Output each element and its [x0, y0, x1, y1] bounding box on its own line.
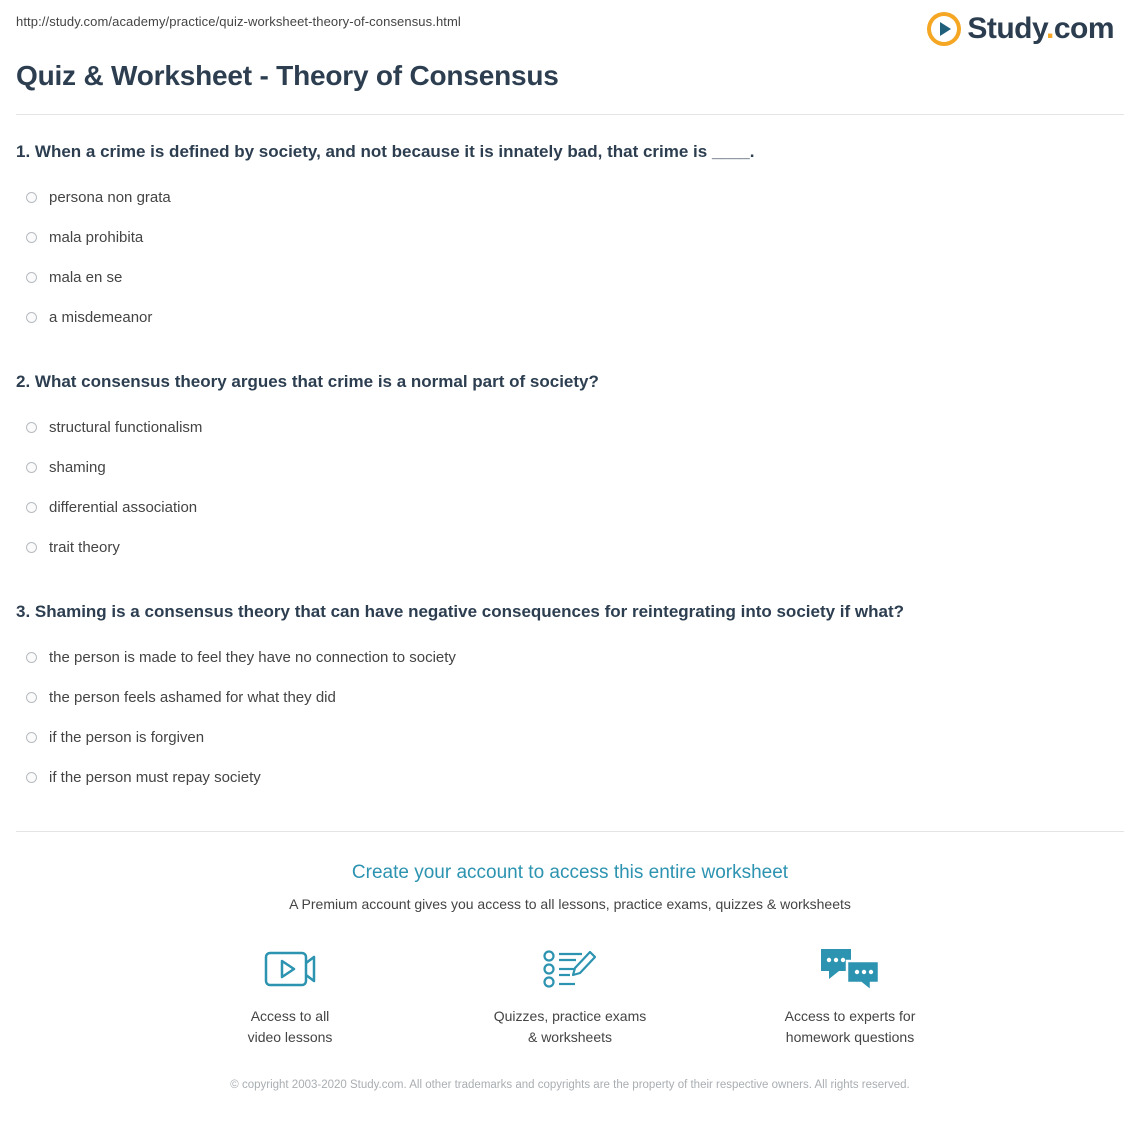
play-circle-icon [927, 12, 961, 46]
questions-list [16, 115, 1124, 797]
choice-label: if the person is forgiven [49, 728, 205, 746]
choice-option[interactable] [16, 637, 1124, 677]
video-play-icon [205, 942, 375, 996]
radio-button-icon[interactable] [26, 422, 37, 433]
radio-button-icon[interactable] [26, 542, 37, 553]
feature-label-line1: Quizzes, practice exams [493, 1008, 647, 1025]
choice-option[interactable] [16, 447, 1124, 487]
radio-button-icon[interactable] [26, 232, 37, 243]
feature-list [16, 942, 1124, 1047]
promo-subtitle: A Premium account gives you access to all lessons, practice exams, quizzes & worksheets [289, 896, 851, 913]
feature-label-line2: & worksheets [527, 1028, 613, 1045]
copyright-text: © copyright 2003-2020 Study.com. All other trademarks and copyrights are the property of their respective owners. All rights reserved. [230, 1078, 910, 1091]
feature-label [485, 1006, 655, 1047]
feature-item [765, 942, 935, 1047]
feature-label-line2: video lessons [247, 1028, 333, 1045]
choice-option[interactable] [16, 257, 1124, 297]
choice-option[interactable] [16, 177, 1124, 217]
radio-button-icon[interactable] [26, 192, 37, 203]
choice-option[interactable] [16, 757, 1124, 797]
study-com-logo [927, 12, 1124, 46]
promo-section [16, 832, 1124, 1094]
choice-label: shaming [49, 458, 106, 476]
question-block [16, 141, 1124, 337]
choice-label: structural functionalism [49, 418, 203, 436]
chat-bubbles-icon [765, 942, 935, 996]
choice-list [16, 407, 1124, 567]
choice-list [16, 177, 1124, 337]
page-title: Quiz & Worksheet - Theory of Consensus [16, 60, 559, 91]
choice-label: the person is made to feel they have no connection to society [49, 648, 456, 666]
feature-label [205, 1006, 375, 1047]
choice-option[interactable] [16, 217, 1124, 257]
choice-option[interactable] [16, 407, 1124, 447]
choice-option[interactable] [16, 527, 1124, 567]
radio-button-icon[interactable] [26, 312, 37, 323]
radio-button-icon[interactable] [26, 732, 37, 743]
question-block [16, 601, 1124, 797]
choice-label: if the person must repay society [49, 768, 261, 786]
question-text: 3. Shaming is a consensus theory that can have negative consequences for reintegrating into society if what? [16, 602, 905, 622]
choice-option[interactable] [16, 677, 1124, 717]
radio-button-icon[interactable] [26, 772, 37, 783]
create-account-link[interactable]: Create your account to access this entire worksheet [351, 862, 789, 884]
radio-button-icon[interactable] [26, 462, 37, 473]
logo-text: Study.com [967, 12, 1114, 45]
feature-label [765, 1006, 935, 1047]
choice-label: differential association [49, 498, 198, 516]
choice-label: trait theory [49, 538, 120, 556]
feature-label-line1: Access to all [250, 1008, 330, 1025]
feature-item [485, 942, 655, 1047]
question-text: 2. What consensus theory argues that crime is a normal part of society? [16, 372, 599, 392]
feature-item [205, 942, 375, 1047]
choice-label: the person feels ashamed for what they did [49, 688, 336, 706]
radio-button-icon[interactable] [26, 502, 37, 513]
question-block [16, 371, 1124, 567]
choice-label: a misdemeanor [49, 308, 153, 326]
page-url: http://study.com/academy/practice/quiz-worksheet-theory-of-consensus.html [16, 14, 461, 29]
page-header [16, 0, 1124, 46]
radio-button-icon[interactable] [26, 652, 37, 663]
feature-label-line2: homework questions [785, 1028, 915, 1045]
radio-button-icon[interactable] [26, 272, 37, 283]
radio-button-icon[interactable] [26, 692, 37, 703]
choice-label: mala prohibita [49, 228, 144, 246]
choice-option[interactable] [16, 717, 1124, 757]
choice-label: mala en se [49, 268, 123, 286]
choice-option[interactable] [16, 297, 1124, 337]
choice-option[interactable] [16, 487, 1124, 527]
quiz-checklist-pencil-icon [485, 942, 655, 996]
question-text: 1. When a crime is defined by society, and not because it is innately bad, that crime is ____. [16, 142, 755, 161]
choice-list [16, 637, 1124, 797]
choice-label: persona non grata [49, 188, 171, 206]
feature-label-line1: Access to experts for [784, 1008, 916, 1025]
